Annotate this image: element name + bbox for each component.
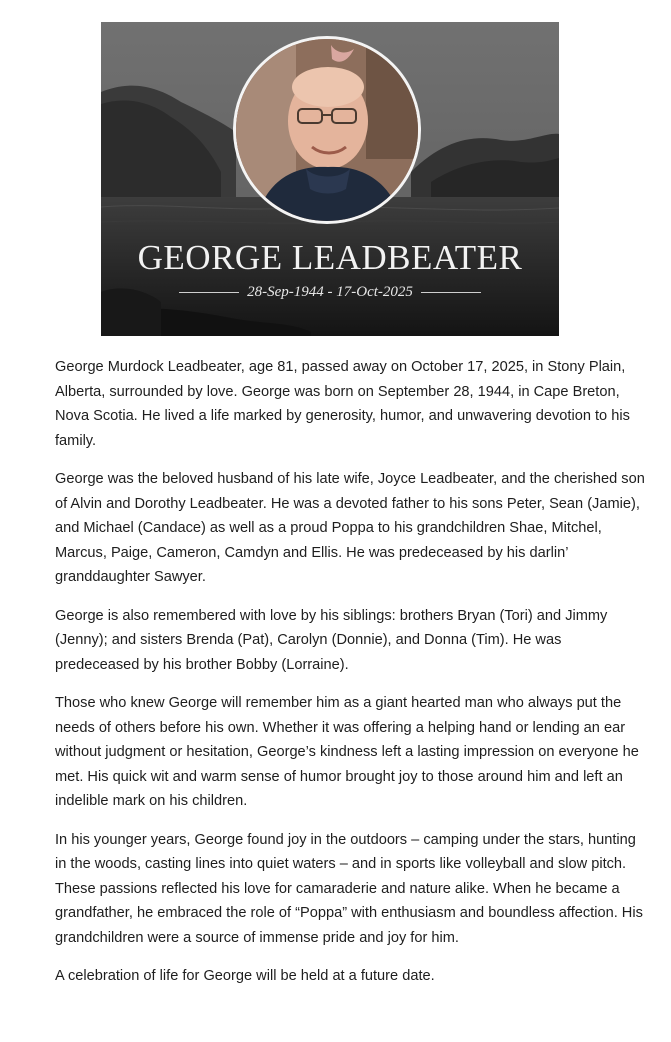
divider-right <box>421 292 481 293</box>
paragraph-siblings: George is also remembered with love by his siblings: brothers Bryan (Tori) and Jimmy (Jenny); and sisters Brenda (Pat), Carolyn (Donnie), and Donna (Tim). He was predeceased by his brother Bobby (Lorraine). <box>55 607 608 673</box>
portrait-photo <box>233 36 421 224</box>
obituary-banner <box>101 22 559 336</box>
life-dates <box>101 284 559 301</box>
divider-left <box>179 292 239 293</box>
paragraph-character: Those who knew George will remember him as a giant hearted man who always put the needs of others before his own. Whether it was offering a helping hand or lending an ear without judgment or hesitation, George’s kindness left a lasting impression on everyone he met. His quick wit and warm sense of humor brought joy to those around him and left an indelible mark on his children. <box>55 695 639 809</box>
portrait-illustration <box>236 39 418 221</box>
paragraph-family: George was the beloved husband of his late wife, Joyce Leadbeater, and the cherished son of Alvin and Dorothy Leadbeater. He was a devoted father to his sons Peter, Sean (Jamie), and Michael (Candace) as well as a proud Poppa to his grandchildren Shae, Mitchel, Marcus, Paige, Cameron, Camdyn and Ellis. He was predeceased by his darlin’ granddaughter Sawyer. <box>55 471 645 585</box>
paragraph-hobbies: In his younger years, George found joy in the outdoors – camping under the stars, hunting in the woods, casting lines into quiet waters – and in sports like volleyball and slow pitch. These passions reflected his love for camaraderie and nature alike. When he became a grandfather, he embraced the role of “Poppa” with enthusiasm and boundless affection. His grandchildren were a source of immense pride and joy for him. <box>55 831 643 946</box>
paragraph-celebration: A celebration of life for George will be held at a future date. <box>55 968 435 984</box>
paragraph-intro: George Murdock Leadbeater, age 81, passed away on October 17, 2025, in Stony Plain, Alberta, surrounded by love. George was born on September 28, 1944, in Cape Breton, Nova Scotia. He lived a life marked by generosity, humor, and unwavering devotion to his family. <box>55 359 630 449</box>
obituary-text <box>55 355 645 1003</box>
life-dates-text: 28-Sep-1944 - 17-Oct-2025 <box>247 284 413 300</box>
deceased-name-heading: GEORGE LEADBEATER <box>137 238 523 277</box>
